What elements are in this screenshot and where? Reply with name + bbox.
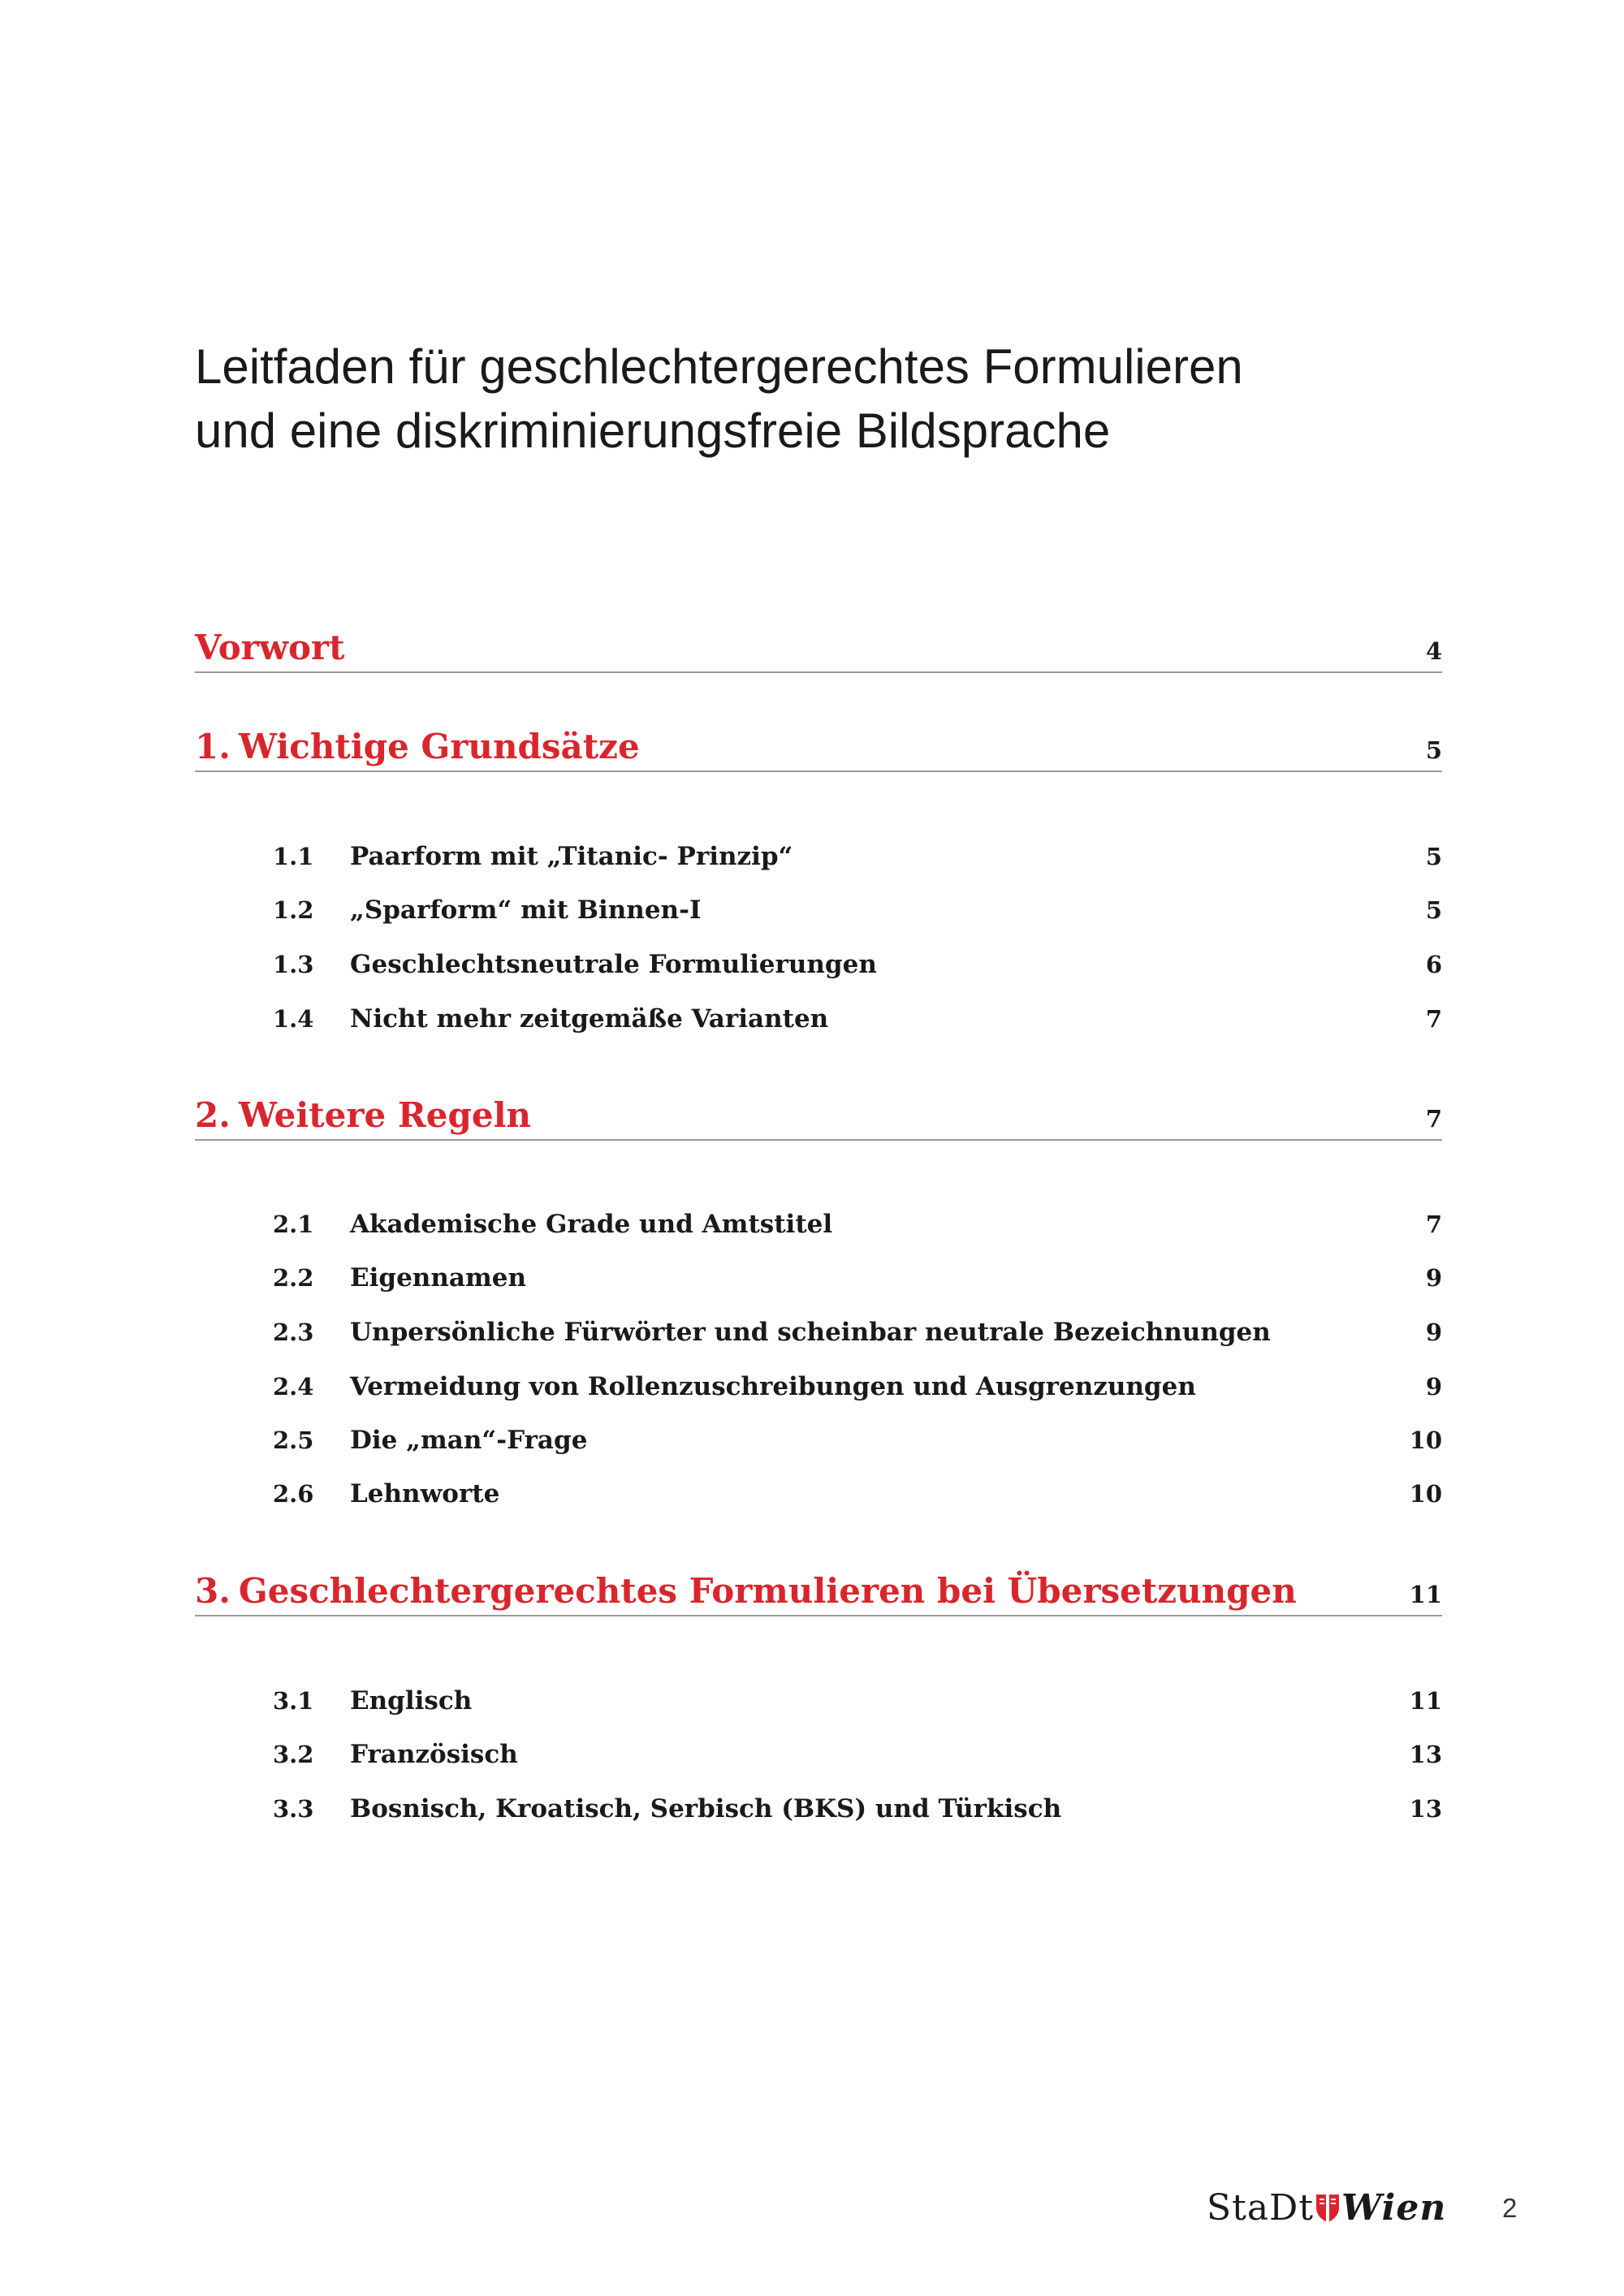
entry-number: 2.3: [273, 1318, 314, 1346]
entry-title: Vermeidung von Rollenzuschreibungen und Ausgrenzungen: [350, 1372, 1196, 1401]
chapter-page-number: 11: [1409, 1581, 1442, 1608]
entry-page-number: 11: [1409, 1687, 1442, 1715]
entry-title: Akademische Grade und Amtstitel: [350, 1210, 833, 1239]
toc-entry-3-3[interactable]: [195, 1793, 1442, 1825]
toc-entry-2-6[interactable]: [195, 1478, 1442, 1510]
entry-page-number: 9: [1425, 1318, 1442, 1346]
entry-number: 1.2: [273, 896, 314, 924]
chapter-title: [195, 727, 640, 766]
entry-title: Bosnisch, Kroatisch, Serbisch (BKS) und Türkisch: [350, 1794, 1062, 1823]
entry-page-number: 9: [1425, 1373, 1442, 1400]
chapter-title-text: Geschlechtergerechtes Formulieren bei Übersetzungen: [238, 1571, 1297, 1611]
chapter-title: Vorwort: [195, 628, 345, 667]
entry-title: Englisch: [350, 1686, 473, 1716]
entry-page-number: 7: [1425, 1211, 1442, 1238]
entry-title: Französisch: [350, 1740, 518, 1769]
entry-title: Die „man“-Frage: [350, 1426, 588, 1455]
entry-page-number: 10: [1409, 1426, 1442, 1454]
chapter-title: [195, 1096, 531, 1135]
entry-number: 1.4: [273, 1005, 314, 1033]
document-title-line-1: Leitfaden für geschlechtergerechtes Formulieren: [195, 339, 1243, 394]
entry-page-number: 9: [1425, 1264, 1442, 1292]
entry-page-number: 13: [1409, 1795, 1442, 1823]
toc-entry-2-3[interactable]: [195, 1316, 1442, 1349]
entry-number: 2.5: [273, 1426, 314, 1454]
entry-title: Unpersönliche Fürwörter und scheinbar neutrale Bezeichnungen: [350, 1318, 1271, 1347]
chapter-title-text: Wichtige Grundsätze: [238, 727, 640, 766]
chapter-page-number: 4: [1425, 637, 1442, 665]
stadt-wien-logo: [1207, 2186, 1446, 2230]
entry-number: 2.1: [273, 1211, 314, 1238]
entry-number: 1.3: [273, 951, 314, 978]
entry-number: 1.1: [273, 843, 314, 870]
chapter-page-number: 5: [1425, 736, 1442, 764]
entry-number: 3.2: [273, 1741, 314, 1768]
chapter-number: 2.: [195, 1095, 231, 1135]
entry-title: Geschlechtsneutrale Formulierungen: [350, 950, 877, 979]
toc-entry-2-1[interactable]: [195, 1208, 1442, 1241]
logo-text-wien: Wien: [1341, 2187, 1447, 2229]
entry-title: Eigennamen: [350, 1263, 527, 1293]
document-title-line-2: und eine diskriminierungsfreie Bildsprache: [195, 404, 1111, 458]
toc-entry-2-5[interactable]: [195, 1424, 1442, 1457]
entry-number: 3.1: [273, 1687, 314, 1715]
toc-entry-3-1[interactable]: [195, 1685, 1442, 1717]
entry-title: Nicht mehr zeitgemäße Varianten: [350, 1004, 829, 1034]
page-number: 2: [1502, 2193, 1518, 2223]
vienna-coat-of-arms-icon: [1315, 2194, 1340, 2223]
entry-number: 3.3: [273, 1795, 314, 1823]
entry-number: 2.4: [273, 1373, 314, 1400]
toc-chapter-2[interactable]: [195, 1090, 1442, 1141]
logo-text-stadt: StaDt: [1207, 2187, 1315, 2229]
entry-page-number: 10: [1409, 1480, 1442, 1508]
entry-number: 2.6: [273, 1480, 314, 1508]
toc-chapter-vorwort[interactable]: [195, 623, 1442, 673]
chapter-number: 3.: [195, 1571, 231, 1611]
entry-title: Lehnworte: [350, 1479, 500, 1508]
toc-entry-2-4[interactable]: [195, 1370, 1442, 1403]
entry-title: „Sparform“ mit Binnen-I: [350, 896, 702, 925]
toc-entry-1-2[interactable]: [195, 894, 1442, 926]
toc-entry-1-3[interactable]: [195, 948, 1442, 981]
entry-number: 2.2: [273, 1264, 314, 1292]
entry-page-number: 6: [1425, 951, 1442, 978]
chapter-title-text: Weitere Regeln: [238, 1095, 532, 1135]
entry-page-number: 5: [1425, 843, 1442, 870]
toc-chapter-3[interactable]: [195, 1566, 1442, 1616]
entry-title: Paarform mit „Titanic- Prinzip“: [350, 842, 793, 871]
entry-page-number: 5: [1425, 896, 1442, 924]
chapter-title: [195, 1572, 1297, 1611]
chapter-number: 1.: [195, 727, 231, 766]
chapter-page-number: 7: [1425, 1105, 1442, 1133]
toc-chapter-1[interactable]: [195, 722, 1442, 772]
toc-entry-1-1[interactable]: [195, 840, 1442, 873]
entry-page-number: 13: [1409, 1741, 1442, 1768]
toc-entry-1-4[interactable]: [195, 1003, 1442, 1035]
toc-entry-3-2[interactable]: [195, 1738, 1442, 1771]
toc-entry-2-2[interactable]: [195, 1262, 1442, 1294]
document-title: [195, 334, 1462, 463]
entry-page-number: 7: [1425, 1005, 1442, 1033]
